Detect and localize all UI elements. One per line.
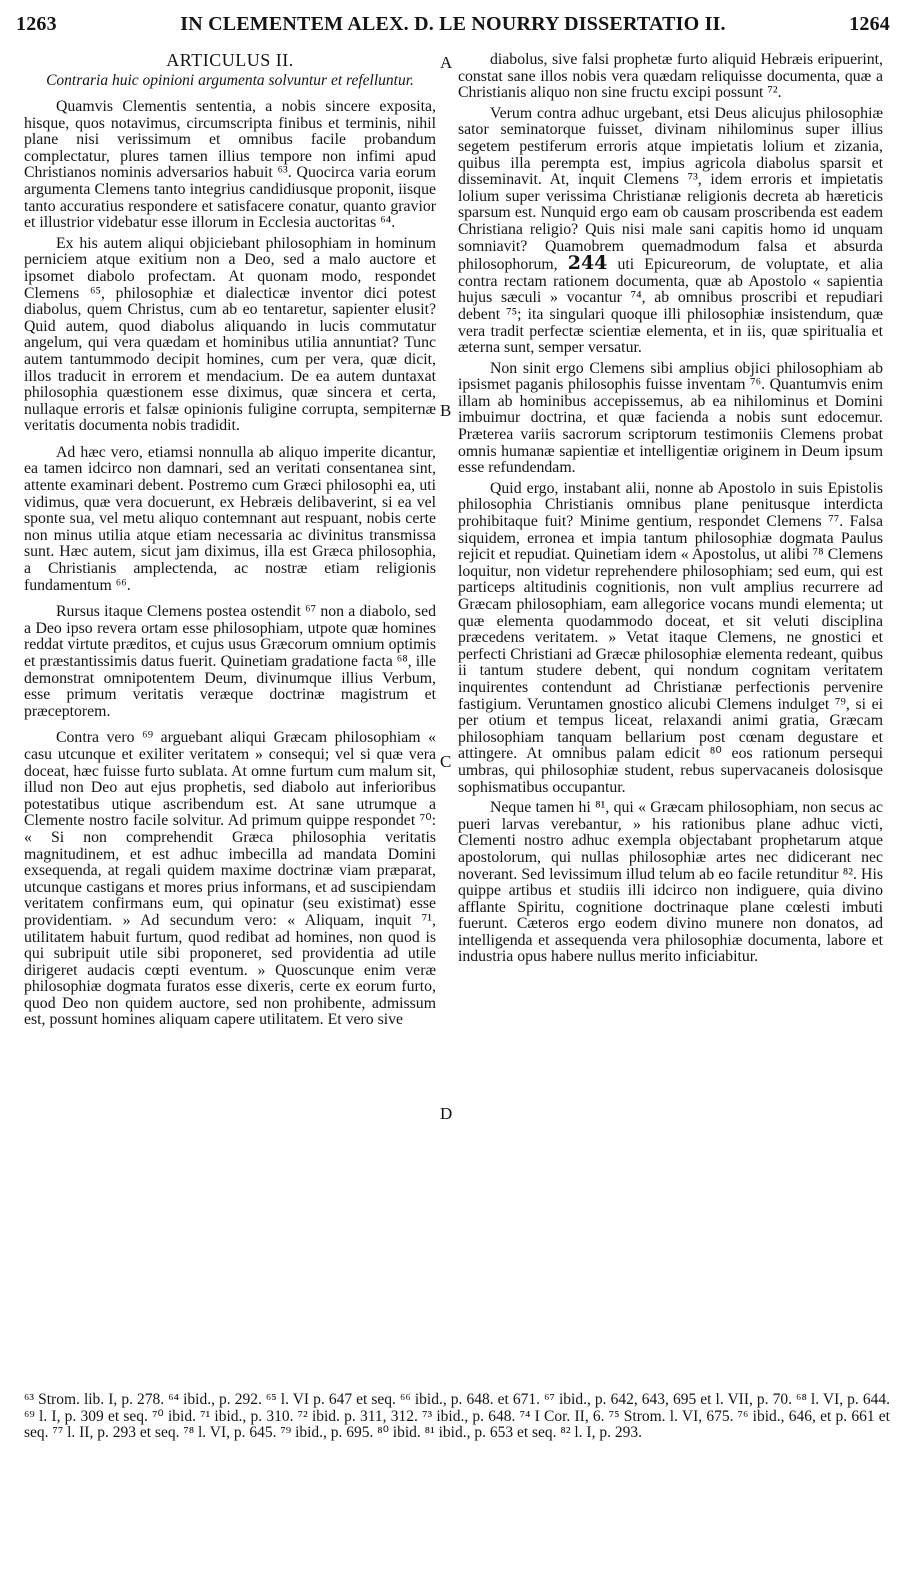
article-subtitle: Contraria huic opinioni argumenta solvuntur et refelluntur.: [46, 72, 414, 89]
right-page-number: 1264: [849, 12, 890, 35]
margin-marker-c: C: [440, 752, 452, 771]
paragraph: diabolus, sive falsi prophetæ furto aliquid Hebræis eripuerint, constat sane illos nobis vera quædam reliquisse documenta, quæ a Christianis aliquo non sine fructu excipi possunt ⁷².: [458, 51, 883, 102]
left-column: [24, 50, 436, 1033]
paragraph: [458, 106, 883, 357]
paragraph: Quid ergo, instabant alii, nonne ab Apostolo in suis Epistolis philosophia Christianis omnibus plane penitusque interdicta prohibitaque fuit? Minime gentium, respondet Clemens ⁷⁷. Falsa siquidem, erronea et impia tantum philosophiæ dogmata Paulus rejicit et repudiat. Quinetiam idem « Apostolus, ut alibi ⁷⁸ Clemens loquitur, non videtur reprehendere philosophiam; sed eum, qui est particeps altitudinis cognitionis, non vult amplius recurrere ad Græcam philosophiam, eam allegorice vocans mundi elementa; ut quæ elementa quodammodo doceat, et sit veluti disciplina præcedens veritatem. » Vetat itaque Clemens, ne gnostici et perfecti Christiani ad Græcæ philosophiæ elementa redeant, quibus ii tantum studere debent, qui nondum cognitam veritatem inquirentes contendunt ad Christianæ perfectionis pervenire fastigium. Veruntamen gnostico alicubi Clemens indulget ⁷⁹, si ei per otium et tempus liceat, relaxandi animi gratia, Græcam philosophiam tanquam bellarium post cœnam degustare et attingere. At omnibus palam edicit ⁸⁰ eos rationum persequi umbras, qui philosophiæ student, rebus supervacaneis dolosisque sophismatibus occupantur.: [458, 479, 883, 796]
paragraph-part: Verum contra adhuc urgebant, etsi Deus alicujus philosophiæ sator seminatorque fuisset, divinam nihilominus super illius segetem pestiferum erroris atque impietatis lolium et zizania, quibus illa perempta est, impius agricola diabolus sparsit et disseminavit. At, inquit Clemens ⁷³, idem erroris et impietatis lolium super verissima Christianæ religionis decreta ab hæreticis sparsum est. Nunquid ergo eam ob causam proscribenda est eadem Christiana religio? Quis nisi male sani capitis homo id unquam somniavit? Quamobrem quemadmodum falsa et absurda philosophorum,: [458, 104, 883, 274]
running-title: IN CLEMENTEM ALEX. D. LE NOURRY DISSERTATIO II.: [180, 12, 726, 35]
right-column: [458, 52, 883, 970]
paragraph: Non sinit ergo Clemens sibi amplius objici philosophiam ab ipsismet paganis philosophis fuisse inventam ⁷⁶. Quantumvis enim illam ab hominibus accepissemus, ab ea nihilominus et Domini imbuimur doctrina, et quæ facienda a nobis sunt edocemur. Præterea variis sacrorum scriptorum testimoniis Clemens probat omnis humanæ sapientiæ et intelligentiæ originem in Deum ipsum esse refundendam.: [458, 359, 883, 477]
paragraph: Neque tamen hi ⁸¹, qui « Græcam philosophiam, non secus ac pueri larvas verebantur, » his rationibus plane adhuc victi, Clementi nostro adhuc exempla objectabant prophetarum atque apostolorum, qui nullas philosophiæ artes nec didicerant nec noverant. Sed levissimum illud telum ab eo facile retunditur ⁸². His quippe artibus et studiis illi idcirco non indiguere, quia divino afflante Spiritu, cognitione doctrinaque plane cœlesti imbuti fuerunt. Cæteros ergo eodem divino munere non donatos, ad intelligenda et assequenda vera philosophiæ documenta, labore et industria opus habere nullus merito inficiabitur.: [458, 799, 883, 966]
footnotes: [24, 1392, 890, 1442]
running-header: [16, 10, 890, 38]
margin-marker-a: A: [440, 53, 453, 72]
margin-marker-b: B: [440, 401, 452, 420]
paragraph: Ex his autem aliqui objiciebant philosophiam in hominum perniciem atque exitium non a Deo, sed a malo auctore et ipsomet diabolo profectam. At quonam modo, respondet Clemens ⁶⁵, philosophiæ et dialecticæ inventor dici potest diabolus, quem Christus, cum ab eo tentaretur, sapienter elusit? Quid autem, quod diabolus aliquando in lucis commutatur angelum, qui vera quædam et hominibus utilia annuntiat? Tunc autem tantummodo decipit homines, cum per vera, quæ dicit, illos traducit in errorem et mendacium. De ea autem duntaxat philosophia quæstionem esse diximus, quæ sincera et certa, nullaque erroris et falsæ opinionis fuligine corrupta, sempiternæ veritatis documenta nobis tradidit.: [24, 234, 436, 435]
paragraph: Quamvis Clementis sententia, a nobis sincere exposita, hisque, quos notavimus, circumscripta finibus et terminis, nihil plane nisi verissimum et omnibus facile probandum complectatur, plures tamen illius tempore non infimi apud Christianos nominis adversarios habuit ⁶³. Quocirca varia eorum argumenta Clemens tanto integrius candidiusque proponit, iisque tanto accuratius respondere et satisfacere conatur, quanto gravior et illustrior videbatur esse illorum in Ecclesia auctoritas ⁶⁴.: [24, 98, 436, 232]
paragraph-part: uti Epicureorum, de voluptate, et alia contra rectam rationem documenta, quæ ab Apostolo « sapientia hujus sæculi » vocantur ⁷⁴, ab omnibus proscribi et repudiari debent ⁷⁵; ita singulari quoque illi philosophiæ insistendum, quæ vera tradit perfectæ scientiæ elementa, et in iis, quæ spiritualia et æterna sunt, semper versatur.: [458, 256, 883, 357]
paragraph: Ad hæc vero, etiamsi nonnulla ab aliquo imperite dicantur, ea tamen idcirco non damnari, sed an veritati consentanea sint, attente examinari debent. Postremo cum Græci philosophi ea, uti vidimus, quæ vera docuerunt, ex Hebræis delibaverint, si ea vel sponte sua, vel metu aliquo contemnant aut respuant, nobis certe non minus utilia atque etiam necessaria ac divinitus transmissa sunt. Hæc autem, sicut jam diximus, illa est Græca philosophia, a Christianis amplectenda, ac nostræ etiam religionis fundamentum ⁶⁶.: [24, 443, 436, 594]
article-title: ARTICULUS II.: [166, 50, 294, 70]
footnote-line: ⁶³ Strom. lib. I, p. 278. ⁶⁴ ibid., p. 292. ⁶⁵ l. VI p. 647 et seq. ⁶⁶ ibid., p. 648. et 671. ⁶⁷ ibid., p. 642, 643, 695 et l. VII, p. 70. ⁶⁸ l. VI, p. 644. ⁶⁹ l. I, p. 309 et seq. ⁷⁰ ibid. ⁷¹ ibid., p. 310. ⁷² ibid. p. 311, 312. ⁷³ ibid., p. 648. ⁷⁴ I Cor. II, 6. ⁷⁵ Strom. l. VI, 675. ⁷⁶ ibid., 646, et p. 661 et seq. ⁷⁷ l. II, p. 293 et seq. ⁷⁸ l. VI, p. 645. ⁷⁹ ibid., p. 695. ⁸⁰ ibid. ⁸¹ ibid., p. 653 et seq. ⁸² l. I, p. 293.: [24, 1391, 890, 1441]
margin-marker-d: D: [440, 1104, 453, 1123]
column-number: 244: [567, 252, 608, 275]
paragraph: Rursus itaque Clemens postea ostendit ⁶⁷ non a diabolo, sed a Deo ipso revera ortam esse philosophiam, utpote quæ homines reddat virtute præditos, et cujus usus Græcorum omnium optimis et præstantissimis datus fuerit. Quinetiam gradatione facta ⁶⁸, ille demonstrat omnipotentem Deum, divinumque illius Verbum, esse primum veritatis veræque doctrinæ magistrum et præceptorem.: [24, 603, 436, 720]
paragraph: Contra vero ⁶⁹ arguebant aliqui Græcam philosophiam « casu utcunque et exiliter veritatem » consequi; vel si quæ vera doceat, hæc fuisse furto sublata. At omne furtum cum malum sit, illud non Deo aut ejus prophetis, sed diabolo aut inferioribus potestatibus utique ascribendum est. At sane utrumque a Clemente nostro facile solvitur. Ad primum quippe respondet ⁷⁰: « Si non comprehendit Græca philosophia veritatis magnitudinem, et est adhuc imbecilla ad mandata Domini exsequenda, at regali quidem maxime doctrinæ viam præparat, utcunque castigans et mores prius informans, et ad suscipiendam veritatem confirmans eum, qui opinatur (seu existimat) esse providentiam. » Ad secundum vero: « Aliquam, inquit ⁷¹, utilitatem habuit furtum, quod redibat ad homines, non quod is qui subripuit utile sibi proponeret, sed providentia ad utile dirigeret audacis cœpti eventum. » Quoscunque enim veræ philosophiæ dogmata furatos esse dixeris, certe ex eorum furto, quod Deo non quidem auctore, sed non prohibente, admissum est, possunt homines aliquam capere utilitatem. Et vero sive: [24, 729, 436, 1029]
left-page-number: 1263: [16, 12, 57, 35]
